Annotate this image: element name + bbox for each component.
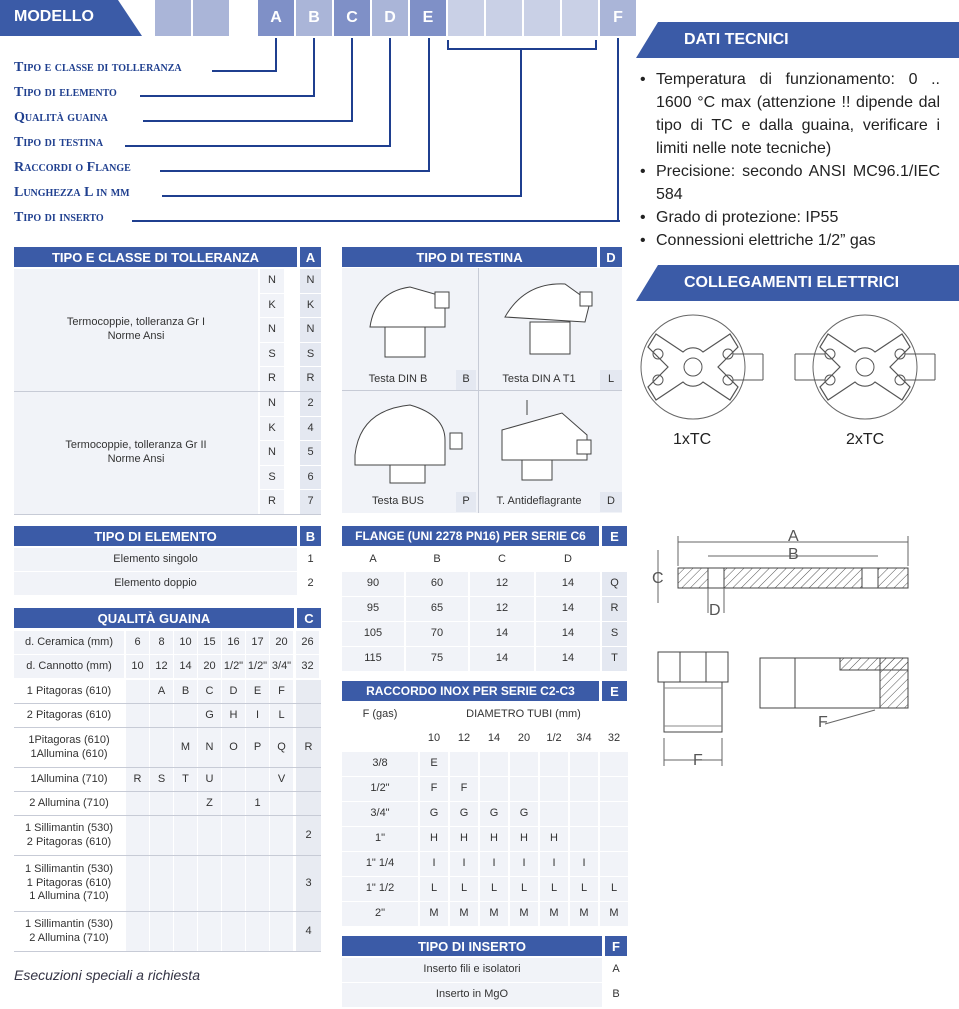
leader-line — [520, 50, 522, 197]
raccordo-code: H — [450, 827, 478, 851]
flange-value: 14 — [470, 622, 534, 646]
raccordo-code — [540, 752, 568, 776]
raccordo-code — [600, 777, 628, 801]
raccordo-code — [600, 802, 628, 826]
flange-code: Q — [602, 572, 627, 596]
guaina-code-cell: D — [222, 680, 245, 703]
thermocouple-type: R — [260, 490, 284, 514]
guaina-code-cell — [198, 912, 221, 951]
raccordo-code-header: E — [602, 681, 627, 701]
guaina-dim-label: d. Cannotto (mm) — [14, 655, 124, 678]
leader-line — [617, 38, 619, 222]
guaina-code-header: C — [297, 608, 321, 628]
leader-line — [351, 38, 353, 122]
guaina-code-cell — [270, 856, 293, 911]
guaina-dim-value: 10 — [174, 631, 197, 654]
tolerance-code: R — [300, 367, 321, 391]
guaina-code-cell — [222, 768, 245, 791]
guaina-code-cell — [174, 816, 197, 855]
guaina-code-cell — [174, 792, 197, 815]
raccordo-thread: 1" 1/2 — [342, 877, 418, 901]
guaina-code-cell — [150, 856, 173, 911]
flange-col-header: D — [564, 552, 572, 565]
head-din-b-code: B — [456, 370, 476, 390]
inserto-code: B — [612, 988, 620, 1001]
raccordo-thread: 3/4" — [342, 802, 418, 826]
guaina-dim-value: 20 — [270, 631, 293, 654]
guaina-code-cell — [150, 728, 173, 767]
guaina-code-cell — [270, 792, 293, 815]
guaina-dim-value: 17 — [246, 631, 269, 654]
raccordo-code: L — [570, 877, 598, 901]
flange-dim-d: D — [709, 602, 721, 619]
guaina-dim-value: 20 — [198, 655, 221, 678]
head-bus-image — [350, 395, 465, 490]
raccordo-code — [480, 777, 508, 801]
raccordo-code: I — [540, 852, 568, 876]
testina-code-header: D — [600, 247, 622, 267]
wiring-1xtc-label: 1xTC — [673, 431, 712, 448]
elemento-code: 2 — [307, 576, 314, 589]
guaina-code-cell — [270, 816, 293, 855]
raccordo-code: M — [540, 902, 568, 926]
code-slot-length — [448, 0, 484, 36]
inserto-code-header: F — [605, 936, 627, 956]
guaina-code-cell: L — [270, 704, 293, 727]
raccordo-diam-label: DIAMETRO TUBI (mm) — [466, 708, 581, 721]
flange-value: 14 — [536, 597, 600, 621]
leader-line — [428, 38, 430, 172]
flange-value: 95 — [342, 597, 404, 621]
guaina-code-cell: I — [246, 704, 269, 727]
spec-connessioni: Connessioni elettriche 1/2” gas — [656, 232, 876, 249]
elemento-label: Elemento singolo — [14, 548, 297, 571]
leader-line — [162, 195, 522, 197]
raccordo-code — [570, 802, 598, 826]
head-antideflagrante-image — [492, 395, 602, 490]
guaina-code-cell: O — [222, 728, 245, 767]
raccordo-header: RACCORDO INOX PER SERIE C2-C3 — [342, 681, 599, 701]
tolerance-code: 7 — [300, 490, 321, 514]
head-antideflagrante-label: T. Antideflagrante — [496, 495, 582, 508]
raccordo-code: H — [510, 827, 538, 851]
guaina-material: 1Allumina (710) — [30, 772, 108, 785]
guaina-dim-value: 8 — [150, 631, 173, 654]
raccordo-code: G — [510, 802, 538, 826]
guaina-code-cell: V — [270, 768, 293, 791]
guaina-dim-value: 14 — [174, 655, 197, 678]
inserto-label: Inserto fili e isolatori — [342, 958, 602, 982]
code-slot-d: D — [372, 0, 408, 36]
flange-dim-c: C — [652, 570, 664, 587]
flange-value: 12 — [470, 572, 534, 596]
raccordo-code — [540, 777, 568, 801]
flange-header: FLANGE (UNI 2278 PN16) PER SERIE C6 — [342, 526, 599, 546]
raccordo-code — [600, 752, 628, 776]
guaina-code-cell — [150, 912, 173, 951]
code-slot-length — [524, 0, 560, 36]
guaina-code-cell — [222, 792, 245, 815]
bullet-dot: • — [640, 232, 646, 249]
raccordo-code: M — [450, 902, 478, 926]
raccordo-code: M — [480, 902, 508, 926]
tolerance-code: N — [300, 318, 321, 342]
raccordo-code: M — [570, 902, 598, 926]
wiring-1xtc-diagram — [638, 312, 768, 422]
legend-lunghezza: Lunghezza L in mm — [14, 185, 130, 200]
guaina-code-cell — [222, 912, 245, 951]
guaina-dim-value: 15 — [198, 631, 221, 654]
leader-line — [132, 220, 620, 222]
raccordo-thread: 3/8 — [342, 752, 418, 776]
flange-code-header: E — [602, 526, 627, 546]
guaina-code-cell — [174, 912, 197, 951]
guaina-code-cell — [150, 792, 173, 815]
raccordo-code — [570, 752, 598, 776]
code-slot-a: A — [258, 0, 294, 36]
flange-value: 70 — [406, 622, 468, 646]
guaina-code-cell: G — [198, 704, 221, 727]
guaina-dim-value: 1/2" — [222, 655, 245, 678]
guaina-code-cell — [126, 728, 149, 767]
leader-line — [447, 40, 449, 50]
guaina-code-cell — [246, 856, 269, 911]
guaina-code-cell — [174, 704, 197, 727]
guaina-code-cell — [198, 816, 221, 855]
raccordo-thread: 1" 1/4 — [342, 852, 418, 876]
leader-line — [160, 170, 430, 172]
guaina-code-cell: N — [198, 728, 221, 767]
raccordo-code: M — [420, 902, 448, 926]
guaina-dim-value: 32 — [296, 655, 319, 678]
raccordo-code: I — [450, 852, 478, 876]
guaina-code-cell: T — [174, 768, 197, 791]
guaina-code-cell — [126, 680, 149, 703]
raccordo-code: F — [420, 777, 448, 801]
leader-line — [212, 70, 277, 72]
head-din-b-label: Testa DIN B — [368, 373, 428, 386]
head-din-a-image — [495, 272, 605, 367]
guaina-code-cell: Z — [198, 792, 221, 815]
guaina-code-cell: M — [174, 728, 197, 767]
leader-line — [143, 120, 353, 122]
flange-value: 14 — [536, 622, 600, 646]
guaina-material: 1 Sillimantin (530) 2 Pitagoras (610) — [24, 821, 114, 848]
flange-col-header: C — [498, 552, 506, 565]
spec-temperatura: Temperatura di funzionamento: 0 .. 1600 °C max (attenzione !! dipende dal tipo di TC e dalla guaina, verificare i limiti nelle note tecniche) — [656, 71, 940, 157]
raccordo-code: L — [450, 877, 478, 901]
flange-dim-b: B — [788, 546, 799, 563]
dati-tecnici-title: DATI TECNICI — [684, 31, 789, 48]
tolerance-group-desc: Termocoppie, tolleranza Gr I Norme Ansi — [14, 269, 258, 391]
raccordo-diameter: 3/4 — [576, 732, 592, 745]
collegamenti-title: COLLEGAMENTI ELETTRICI — [684, 274, 900, 291]
raccordo-code: G — [480, 802, 508, 826]
raccordo-code: L — [600, 877, 628, 901]
tolerance-code: K — [300, 294, 321, 318]
special-note: Esecuzioni speciali a richiesta — [14, 967, 200, 983]
head-antideflagrante-code: D — [600, 492, 622, 512]
code-slot-blank — [155, 0, 191, 36]
guaina-code-cell — [174, 856, 197, 911]
flange-value: 115 — [342, 647, 404, 671]
guaina-row-code — [296, 704, 321, 727]
head-din-a-code: L — [600, 370, 622, 390]
guaina-row-code: R — [296, 728, 321, 767]
raccordo-code: H — [540, 827, 568, 851]
guaina-row-code — [296, 792, 321, 815]
code-slot-length — [486, 0, 522, 36]
raccordo-code: M — [600, 902, 628, 926]
leader-line — [389, 38, 391, 147]
tolleranza-header: TIPO E CLASSE DI TOLLERANZA — [14, 247, 297, 267]
guaina-header: QUALITÀ GUAINA — [14, 608, 294, 628]
guaina-dim-value: 26 — [296, 631, 319, 654]
head-bus-label: Testa BUS — [372, 495, 424, 508]
guaina-dim-value: 3/4" — [270, 655, 293, 678]
wiring-2xtc-label: 2xTC — [846, 431, 885, 448]
guaina-code-cell — [198, 856, 221, 911]
head-din-b-image — [355, 272, 465, 367]
testina-header: TIPO DI TESTINA — [342, 247, 597, 267]
bullet-dot: • — [640, 163, 646, 180]
guaina-material: 1 Sillimantin (530) 1 Pitagoras (610) 1 Allumina (710) — [24, 862, 114, 903]
thermocouple-type: S — [260, 466, 284, 490]
guaina-code-cell — [246, 816, 269, 855]
flange-value: 14 — [536, 572, 600, 596]
bullet-dot: • — [640, 71, 646, 88]
guaina-code-cell: Q — [270, 728, 293, 767]
flange-code: R — [602, 597, 627, 621]
fitting-diagram — [650, 648, 910, 773]
tolerance-code: S — [300, 343, 321, 367]
guaina-code-cell — [270, 912, 293, 951]
tolerance-code: N — [300, 269, 321, 293]
raccordo-thread: 2" — [342, 902, 418, 926]
inserto-header: TIPO DI INSERTO — [342, 936, 602, 956]
raccordo-diameter: 20 — [517, 732, 531, 745]
leader-line — [448, 48, 596, 50]
guaina-code-cell: F — [270, 680, 293, 703]
guaina-material: 1 Sillimantin (530) 2 Allumina (710) — [24, 917, 114, 944]
guaina-row-code: 2 — [296, 816, 321, 855]
flange-value: 105 — [342, 622, 404, 646]
spec-protezione: Grado di protezione: IP55 — [656, 209, 839, 226]
thermocouple-type: R — [260, 367, 284, 391]
code-slot-length — [562, 0, 598, 36]
legend-inserto: Tipo di inserto — [14, 210, 104, 225]
head-din-a-label: Testa DIN A T1 — [502, 373, 576, 386]
elemento-code-header: B — [300, 526, 321, 546]
legend-guaina: Qualità guaina — [14, 110, 108, 125]
raccordo-diameter: 32 — [607, 732, 621, 745]
guaina-dim-value: 6 — [126, 631, 149, 654]
raccordo-code — [600, 852, 628, 876]
head-bus-code: P — [456, 492, 476, 512]
code-slot-c: C — [334, 0, 370, 36]
guaina-code-cell: C — [198, 680, 221, 703]
guaina-code-cell: B — [174, 680, 197, 703]
elemento-header: TIPO DI ELEMENTO — [14, 526, 297, 546]
flange-code: T — [602, 647, 627, 671]
raccordo-code: E — [420, 752, 448, 776]
tolerance-code: 4 — [300, 417, 321, 441]
raccordo-code: L — [420, 877, 448, 901]
guaina-code-cell: H — [222, 704, 245, 727]
modello-label: MODELLO — [14, 8, 94, 25]
guaina-row-code: 4 — [296, 912, 321, 951]
raccordo-diameter: 14 — [487, 732, 501, 745]
raccordo-code: L — [480, 877, 508, 901]
guaina-code-cell — [150, 704, 173, 727]
guaina-code-cell — [246, 912, 269, 951]
row-divider — [14, 951, 321, 952]
guaina-dim-value: 12 — [150, 655, 173, 678]
raccordo-code: I — [420, 852, 448, 876]
fitting-dim-f: F — [693, 752, 703, 769]
raccordo-code: I — [510, 852, 538, 876]
guaina-dim-value: 16 — [222, 631, 245, 654]
thermocouple-type: N — [260, 318, 284, 342]
thermocouple-type: S — [260, 343, 284, 367]
guaina-row-code: 3 — [296, 856, 321, 911]
raccordo-code: M — [510, 902, 538, 926]
flange-col-header: A — [369, 552, 377, 565]
raccordo-code: H — [420, 827, 448, 851]
thermocouple-type: K — [260, 417, 284, 441]
legend-tolleranza: Tipo e classe di tolleranza — [14, 60, 182, 75]
guaina-code-cell — [222, 816, 245, 855]
raccordo-code: L — [540, 877, 568, 901]
thermocouple-type: N — [260, 392, 284, 416]
flange-dim-a: A — [788, 528, 799, 545]
guaina-code-cell — [222, 856, 245, 911]
leader-line — [125, 145, 391, 147]
raccordo-code — [540, 802, 568, 826]
tolleranza-code-header: A — [300, 247, 321, 267]
guaina-dim-label: d. Ceramica (mm) — [14, 631, 124, 654]
legend-elemento: Tipo di elemento — [14, 85, 117, 100]
raccordo-code — [510, 777, 538, 801]
guaina-code-cell — [126, 792, 149, 815]
inserto-code: A — [612, 963, 620, 976]
raccordo-code: I — [480, 852, 508, 876]
flange-value: 60 — [406, 572, 468, 596]
leader-line — [313, 38, 315, 97]
spec-precisione: Precisione: secondo ANSI MC96.1/IEC 584 — [656, 163, 940, 203]
raccordo-code: L — [510, 877, 538, 901]
code-slot-e: E — [410, 0, 446, 36]
flange-value: 14 — [470, 647, 534, 671]
elemento-code: 1 — [307, 552, 314, 565]
wiring-2xtc-diagram — [790, 312, 940, 422]
raccordo-fgas-label: F (gas) — [362, 708, 398, 721]
guaina-dim-value: 1/2" — [246, 655, 269, 678]
raccordo-code — [510, 752, 538, 776]
raccordo-code: I — [570, 852, 598, 876]
guaina-row-code — [296, 680, 321, 703]
raccordo-code — [480, 752, 508, 776]
guaina-code-cell — [150, 816, 173, 855]
leader-line — [275, 38, 277, 72]
code-slot-f: F — [600, 0, 636, 36]
raccordo-code — [570, 777, 598, 801]
flange-value: 75 — [406, 647, 468, 671]
guaina-row-code — [296, 768, 321, 791]
raccordo-thread: 1" — [342, 827, 418, 851]
flange-value: 65 — [406, 597, 468, 621]
tolerance-code: 2 — [300, 392, 321, 416]
raccordo-code — [570, 827, 598, 851]
flange-value: 14 — [536, 647, 600, 671]
raccordo-code: G — [420, 802, 448, 826]
guaina-code-cell: A — [150, 680, 173, 703]
guaina-code-cell — [126, 816, 149, 855]
thermocouple-type: N — [260, 269, 284, 293]
guaina-code-cell — [126, 912, 149, 951]
flange-value: 90 — [342, 572, 404, 596]
guaina-code-cell — [126, 856, 149, 911]
guaina-code-cell: U — [198, 768, 221, 791]
flange-value: 12 — [470, 597, 534, 621]
raccordo-code: G — [450, 802, 478, 826]
bullet-dot: • — [640, 209, 646, 226]
flange-col-header: B — [433, 552, 441, 565]
raccordo-code — [600, 827, 628, 851]
guaina-code-cell: R — [126, 768, 149, 791]
guaina-material: 2 Allumina (710) — [29, 796, 109, 809]
raccordo-diameter: 12 — [457, 732, 471, 745]
inserto-label: Inserto in MgO — [342, 983, 602, 1007]
guaina-material: 2 Pitagoras (610) — [26, 708, 112, 721]
guaina-material: 1 Pitagoras (610) — [26, 684, 112, 697]
guaina-code-cell — [246, 768, 269, 791]
raccordo-thread: 1/2" — [342, 777, 418, 801]
elemento-label: Elemento doppio — [14, 572, 297, 595]
raccordo-code: H — [480, 827, 508, 851]
guaina-dim-value: 10 — [126, 655, 149, 678]
tolerance-group-desc: Termocoppie, tolleranza Gr II Norme Ansi — [14, 392, 258, 514]
thermocouple-type: K — [260, 294, 284, 318]
legend-testina: Tipo di testina — [14, 135, 104, 150]
fitting-thread-f: F — [818, 714, 828, 731]
guaina-code-cell: S — [150, 768, 173, 791]
raccordo-diameter: 10 — [427, 732, 441, 745]
flange-code: S — [602, 622, 627, 646]
tolerance-code: 5 — [300, 441, 321, 465]
legend-raccordi: Raccordi o Flange — [14, 160, 131, 175]
guaina-code-cell: P — [246, 728, 269, 767]
guaina-code-cell — [126, 704, 149, 727]
row-divider — [14, 514, 321, 515]
code-slot-blank — [193, 0, 229, 36]
raccordo-diameter: 1/2 — [546, 732, 562, 745]
guaina-material: 1Pitagoras (610) 1Allumina (610) — [28, 733, 110, 760]
raccordo-code: F — [450, 777, 478, 801]
raccordo-code — [450, 752, 478, 776]
tolerance-code: 6 — [300, 466, 321, 490]
leader-line — [140, 95, 315, 97]
guaina-code-cell: E — [246, 680, 269, 703]
guaina-code-cell: 1 — [246, 792, 269, 815]
leader-line — [595, 40, 597, 50]
thermocouple-type: N — [260, 441, 284, 465]
code-slot-b: B — [296, 0, 332, 36]
